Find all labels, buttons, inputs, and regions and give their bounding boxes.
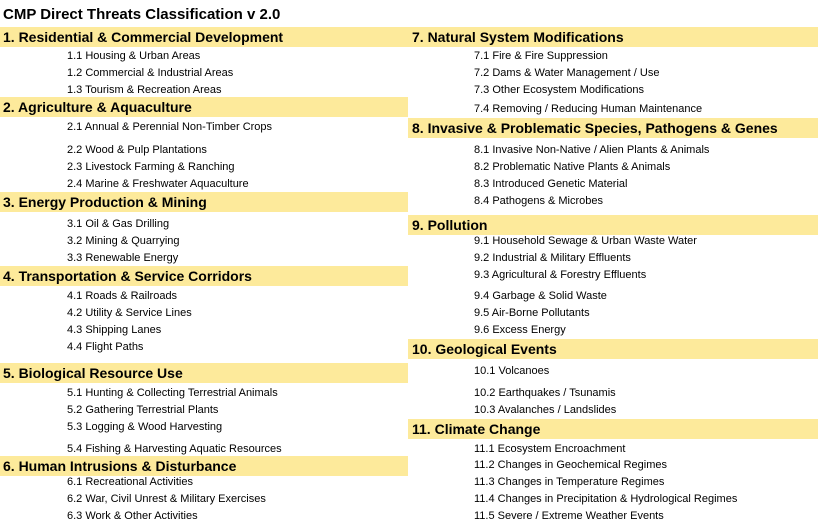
list-item-10-3: 10.3 Avalanches / Landslides [474,404,617,416]
list-item-11-4: 11.4 Changes in Precipitation & Hydrological Regimes [474,493,738,505]
list-item-3-3: 3.3 Renewable Energy [67,252,179,264]
list-item-9-5: 9.5 Air-Borne Pollutants [474,307,590,319]
list-item-7-1: 7.1 Fire & Fire Suppression [474,50,608,62]
list-item-8-2: 8.2 Problematic Native Plants & Animals [474,161,671,173]
section-header-9: 9. Pollution [408,215,818,235]
list-item-7-4: 7.4 Removing / Reducing Human Maintenance [474,103,703,115]
list-item-11-2: 11.2 Changes in Geochemical Regimes [474,459,668,471]
list-item-11-3: 11.3 Changes in Temperature Regimes [474,476,665,488]
list-item-2-3: 2.3 Livestock Farming & Ranching [67,161,235,173]
section-header-2: 2. Agriculture & Aquaculture [0,97,408,117]
list-item-1-2: 1.2 Commercial & Industrial Areas [67,67,234,79]
list-item-1-3: 1.3 Tourism & Recreation Areas [67,84,222,96]
section-header-6: 6. Human Intrusions & Disturbance [0,456,408,476]
list-item-8-3: 8.3 Introduced Genetic Material [474,178,628,190]
section-header-8: 8. Invasive & Problematic Species, Pathogens & Genes [408,118,818,138]
section-header-4: 4. Transportation & Service Corridors [0,266,408,286]
list-item-9-3: 9.3 Agricultural & Forestry Effluents [474,269,647,281]
list-item-9-4: 9.4 Garbage & Solid Waste [474,290,607,302]
list-item-4-4: 4.4 Flight Paths [67,341,144,353]
section-header-7: 7. Natural System Modifications [408,27,818,47]
list-item-7-2: 7.2 Dams & Water Management / Use [474,67,660,79]
page-title: CMP Direct Threats Classification v 2.0 [3,6,281,23]
list-item-4-1: 4.1 Roads & Railroads [67,290,178,302]
list-item-6-1: 6.1 Recreational Activities [67,476,193,488]
list-item-2-2: 2.2 Wood & Pulp Plantations [67,144,207,156]
list-item-11-5: 11.5 Severe / Extreme Weather Events [474,510,664,522]
section-header-11: 11. Climate Change [408,419,818,439]
section-header-1: 1. Residential & Commercial Development [0,27,408,47]
list-item-8-4: 8.4 Pathogens & Microbes [474,195,604,207]
list-item-3-1: 3.1 Oil & Gas Drilling [67,218,170,230]
section-header-5: 5. Biological Resource Use [0,363,408,383]
list-item-9-6: 9.6 Excess Energy [474,324,566,336]
list-item-5-4: 5.4 Fishing & Harvesting Aquatic Resources [67,443,282,455]
list-item-2-4: 2.4 Marine & Freshwater Aquaculture [67,178,249,190]
list-item-8-1: 8.1 Invasive Non-Native / Alien Plants & Animals [474,144,710,156]
section-header-3: 3. Energy Production & Mining [0,192,408,212]
list-item-10-1: 10.1 Volcanoes [474,365,550,377]
list-item-11-1: 11.1 Ecosystem Encroachment [474,443,626,455]
list-item-5-1: 5.1 Hunting & Collecting Terrestrial Animals [67,387,278,399]
list-item-4-2: 4.2 Utility & Service Lines [67,307,192,319]
list-item-5-2: 5.2 Gathering Terrestrial Plants [67,404,219,416]
list-item-6-3: 6.3 Work & Other Activities [67,510,198,522]
list-item-4-3: 4.3 Shipping Lanes [67,324,162,336]
list-item-7-3: 7.3 Other Ecosystem Modifications [474,84,644,96]
list-item-3-2: 3.2 Mining & Quarrying [67,235,180,247]
section-header-10: 10. Geological Events [408,339,818,359]
list-item-6-2: 6.2 War, Civil Unrest & Military Exercises [67,493,266,505]
list-item-9-2: 9.2 Industrial & Military Effluents [474,252,631,264]
list-item-2-1: 2.1 Annual & Perennial Non-Timber Crops [67,121,273,133]
list-item-5-3: 5.3 Logging & Wood Harvesting [67,421,223,433]
list-item-1-1: 1.1 Housing & Urban Areas [67,50,201,62]
list-item-10-2: 10.2 Earthquakes / Tsunamis [474,387,616,399]
list-item-9-1: 9.1 Household Sewage & Urban Waste Water [474,235,697,247]
